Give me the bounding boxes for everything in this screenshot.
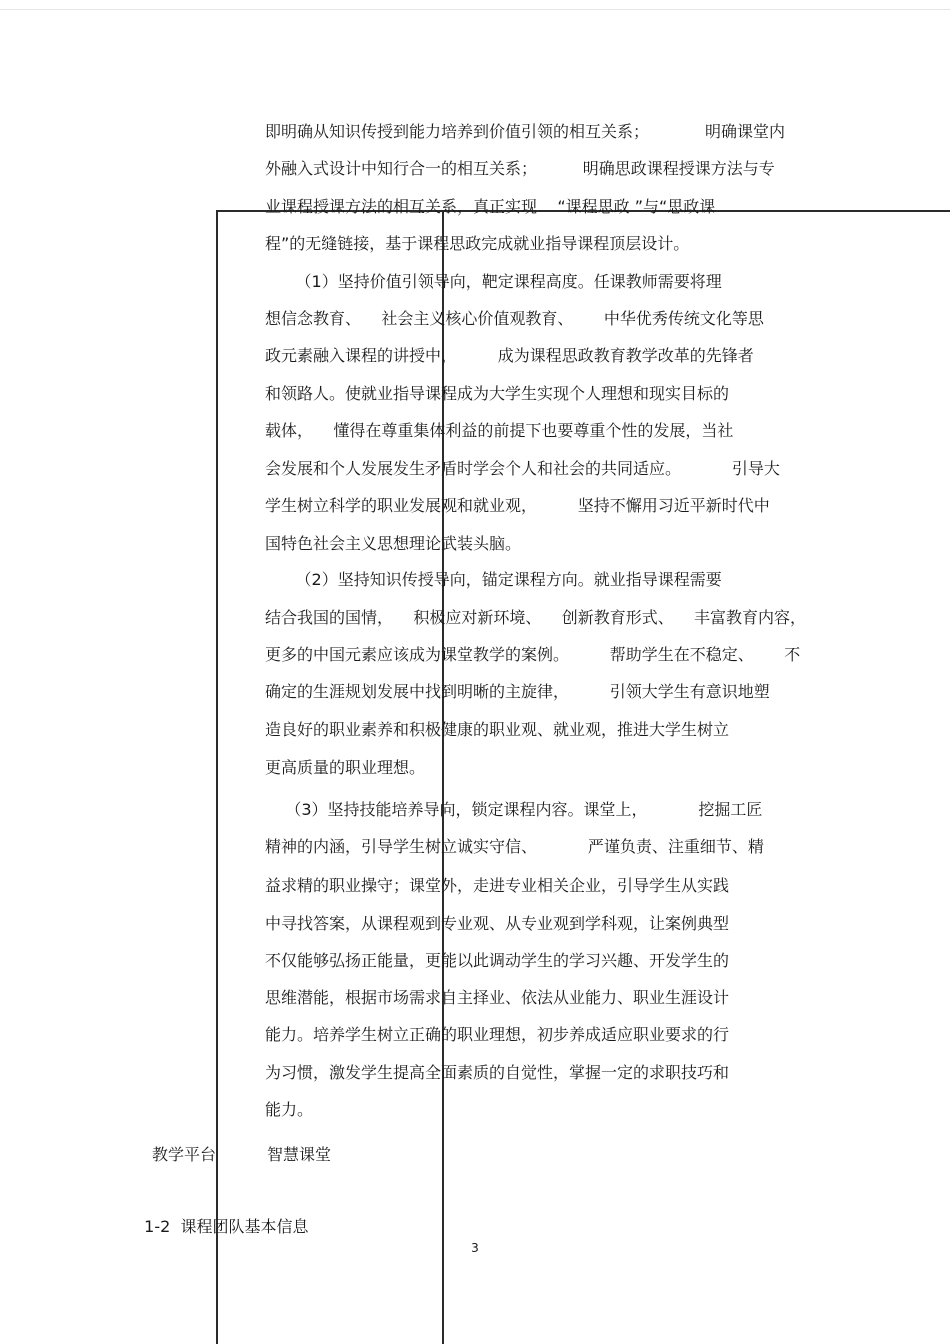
text-line: 为习惯，激发学生提高全面素质的自觉性，掌握一定的求职技巧和 [265, 1063, 730, 1082]
platform-value: 智慧课堂 [267, 1145, 332, 1164]
section-heading [134, 1197, 309, 1237]
section-title: 课程团队基本信息 [180, 1217, 309, 1236]
text-line: 精神的内涵，引导学生树立诚实守信、 严谨负责、注重细节、精 [265, 837, 764, 856]
text-line: （1）坚持价值引领导向，靶定课程高度。任课教师需要将理 [265, 272, 722, 291]
table-left-border [216, 210, 218, 1344]
text-line: 学生树立科学的职业发展观和就业观， 坚持不懈用习近平新时代中 [265, 496, 770, 515]
text-line: 造良好的职业素养和积极健康的职业观、就业观，推进大学生树立 [265, 720, 730, 739]
text-line: 益求精的职业操守；课堂外，走进专业相关企业，引导学生从实践 [265, 876, 730, 895]
text-line: 更多的中国元素应该成为课堂教学的案例。 帮助学生在不稳定、 不 [265, 645, 801, 664]
text-line: （3）坚持技能培养导向，锁定课程内容。课堂上， 挖掘工匠 [265, 800, 763, 819]
text-line: 业课程授课方法的相互关系，真正实现 “课程思政 ”与“思政课 [265, 197, 716, 216]
text-line: 和领路人。使就业指导课程成为大学生实现个人理想和现实目标的 [265, 384, 730, 403]
text-line: 结合我国的国情， 积极应对新环境、 创新教育形式、 丰富教育内容， [265, 608, 807, 627]
section-number: 1-2 [144, 1217, 171, 1236]
text-line: 程”的无缝链接，基于课程思政完成就业指导课程顶层设计。 [265, 234, 690, 253]
text-line: 载体， 懂得在尊重集体利益的前提下也要尊重个性的发展，当社 [265, 421, 734, 440]
text-line: 确定的生涯规划发展中找到明晰的主旋律， 引领大学生有意识地塑 [265, 682, 770, 701]
text-line: 能力。 [265, 1100, 314, 1119]
platform-label: 教学平台 [152, 1145, 217, 1164]
text-line: 政元素融入课程的讲授中， 成为课程思政教育教学改革的先锋者 [265, 346, 754, 365]
text-line: 即明确从知识传授到能力培养到价值引领的相互关系； 明确课堂内 [265, 122, 785, 141]
text-line: （2）坚持知识传授导向，锚定课程方向。就业指导课程需要 [265, 570, 722, 589]
text-line: 国特色社会主义思想理论武装头脑。 [265, 534, 522, 553]
text-line: 思维潜能，根据市场需求自主择业、依法从业能力、职业生涯设计 [265, 988, 730, 1007]
text-line: 会发展和个人发展发生矛盾时学会个人和社会的共同适应。 引导大 [265, 459, 780, 478]
text-line: 能力。培养学生树立正确的职业理想，初步养成适应职业要求的行 [265, 1025, 730, 1044]
text-line: 中寻找答案，从课程观到专业观、从专业观到学科观，让案例典型 [265, 914, 730, 933]
page-number: 3 [471, 1241, 479, 1255]
table-column-divider [442, 210, 444, 1344]
text-line: 更高质量的职业理想。 [265, 758, 426, 777]
text-line: 外融入式设计中知行合一的相互关系； 明确思政课程授课方法与专 [265, 159, 775, 178]
text-line: 想信念教育、 社会主义核心价值观教育、 中华优秀传统文化等思 [265, 309, 764, 328]
page-top-rule [0, 9, 950, 10]
text-line: 不仅能够弘扬正能量，更能以此调动学生的学习兴趣、开发学生的 [265, 951, 730, 970]
